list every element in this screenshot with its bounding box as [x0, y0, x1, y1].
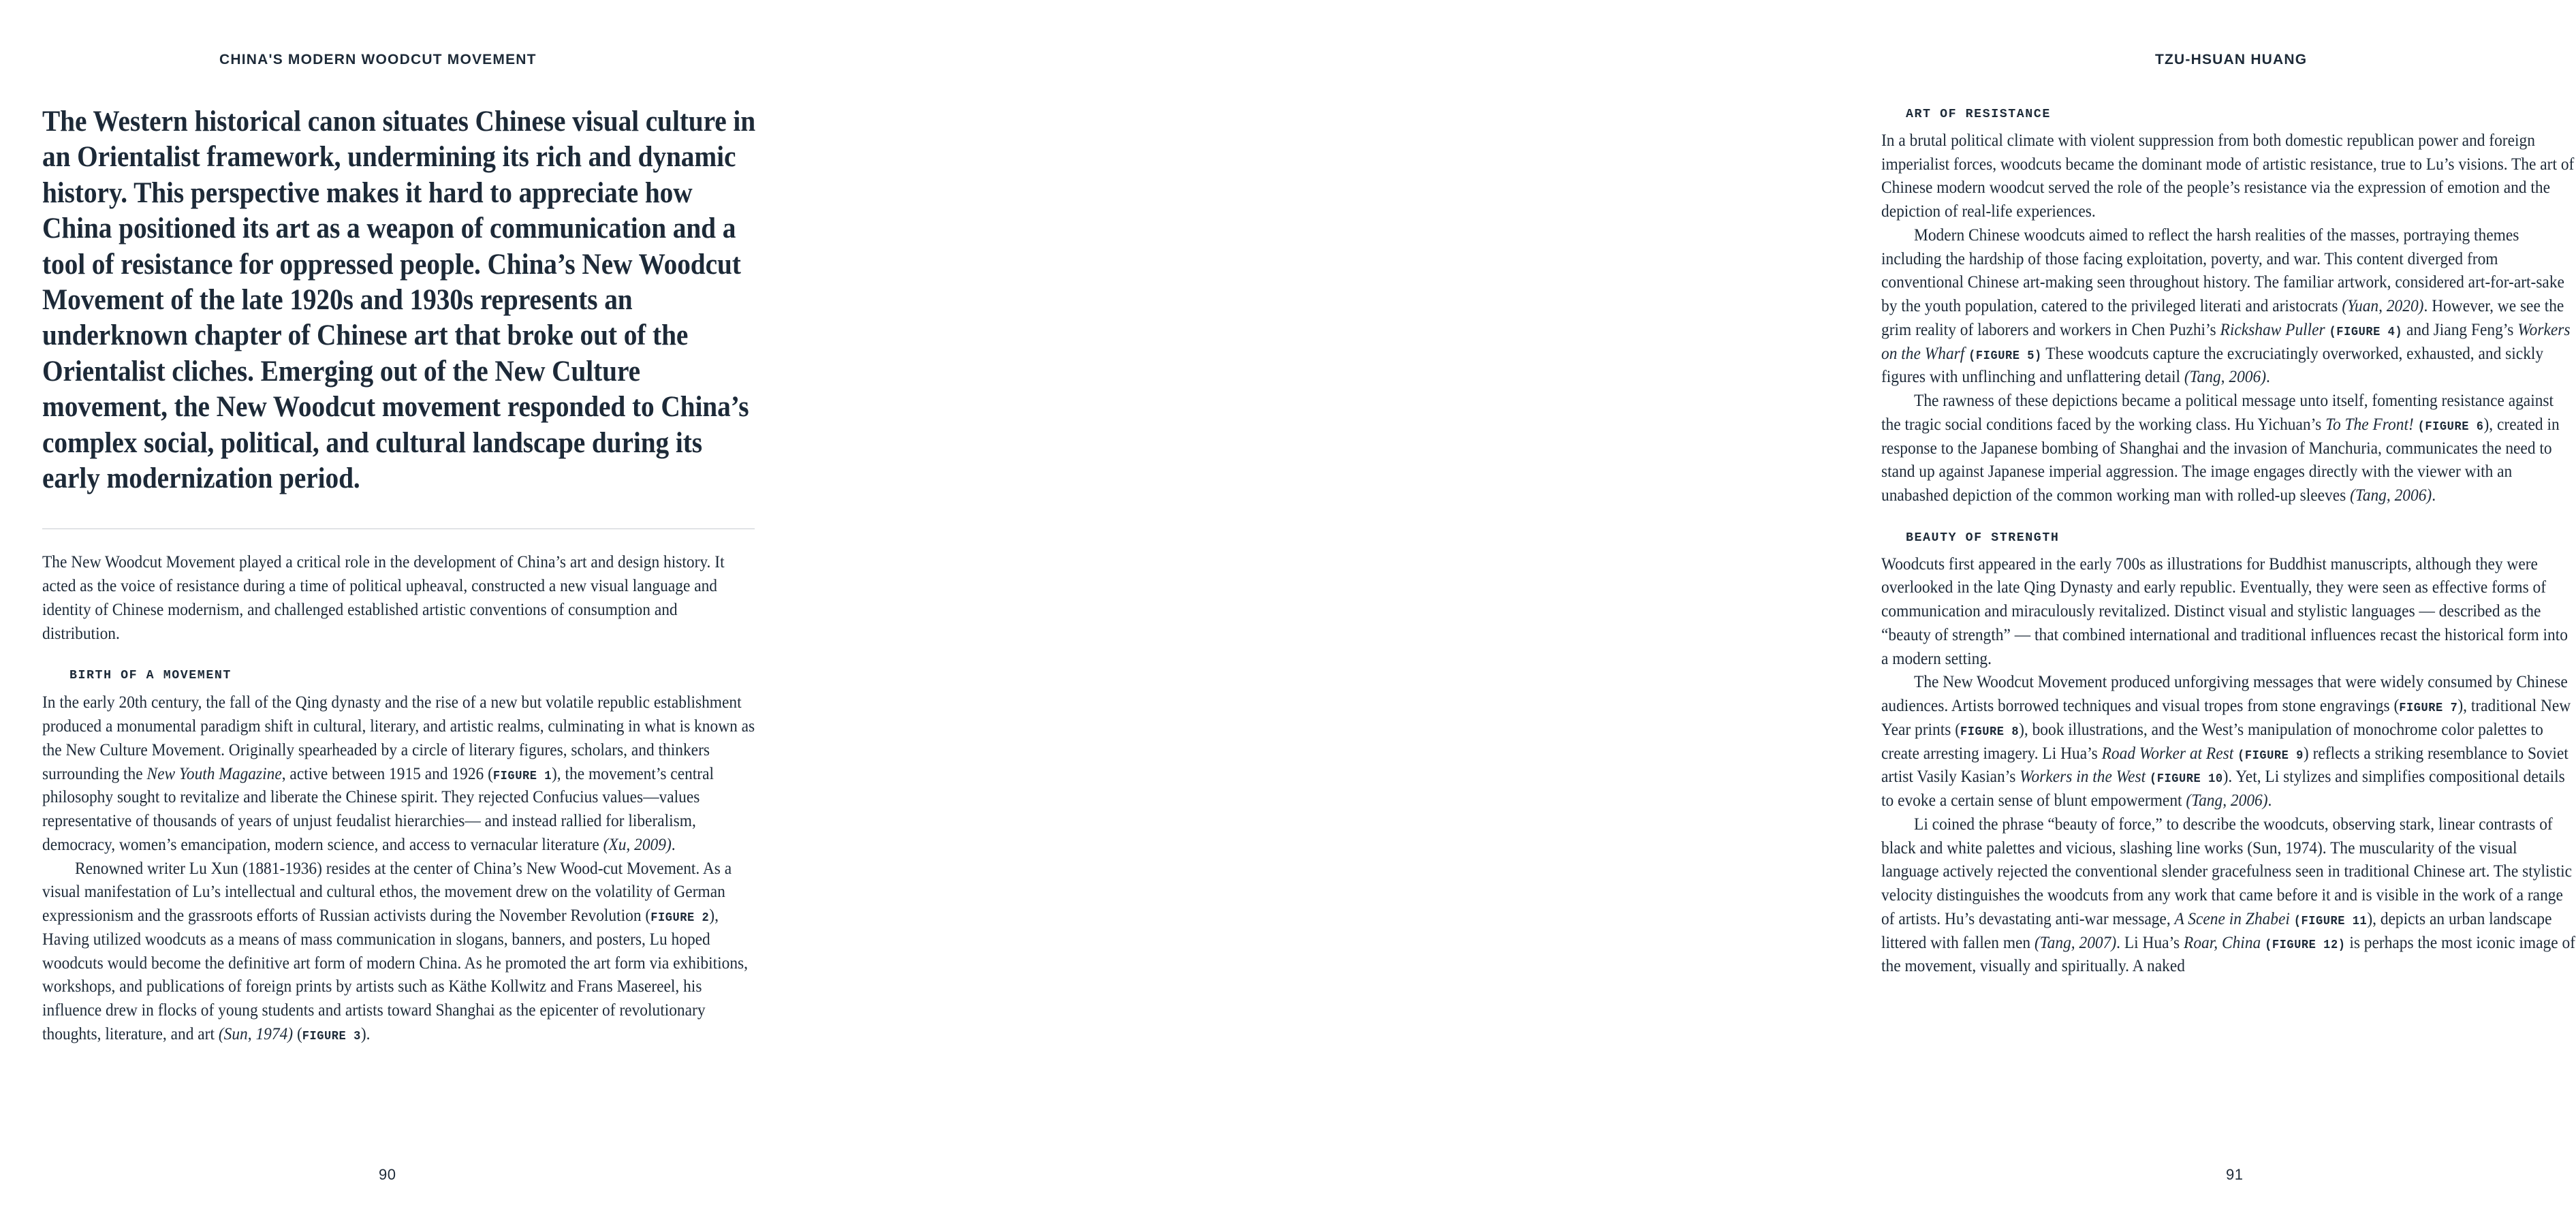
rp2-citation-tang-2006: (Tang, 2006) [2184, 366, 2266, 387]
rp5-text-f: . [2267, 790, 2272, 810]
figure-reference-3: FIGURE 3 [302, 1028, 361, 1043]
para2-citation-sun-1974: (Sun, 1974) [218, 1023, 294, 1043]
figure-reference-4: (FIGURE 4) [2329, 324, 2403, 339]
para2-text-b: ), Having utilized woodcuts as a means of mass communication in slogans, banners, and posters, Lu hoped woodcuts would become the definitive art form of modern China. As he promoted the art form via exhibitions, workshops, and publications of foreign prints by artists such as Käthe Kollwitz and Frans Masereel, his influence drew in flocks of young students and artists toward Shanghai as the epicenter of revolutionary thoughts, literature, and art [42, 905, 749, 1043]
rp3-text-c: . [2432, 485, 2436, 505]
figure-reference-11: (FIGURE 11 [2293, 913, 2368, 928]
section-heading-art-of-resistance: ART OF RESISTANCE [1906, 108, 2051, 121]
figure-reference-2: FIGURE 2 [650, 911, 710, 926]
section-heading-birth-of-a-movement: BIRTH OF A MOVEMENT [69, 669, 232, 683]
rp5-citation-tang-2006: (Tang, 2006) [2186, 790, 2268, 810]
rp5-italic-road-worker-at-rest: Road Worker at Rest [2101, 742, 2234, 763]
rp3-citation-tang-2006: (Tang, 2006) [2350, 485, 2432, 505]
para2-text-c: ( [293, 1023, 302, 1043]
rp6-citation-tang-2007: (Tang, 2007) [2035, 932, 2117, 952]
para1-citation-xu-2009: (Xu, 2009) [603, 834, 672, 854]
rp2-text-c: and Jiang Feng’s [2402, 319, 2518, 339]
figure-reference-9: (FIGURE 9 [2237, 748, 2304, 763]
figure-reference-8: FIGURE 8 [1960, 724, 2020, 739]
rp6-italic-roar-china: Roar, China [2184, 932, 2261, 952]
para1-text-c: ), the movement’s central philosophy sought to revitalize and liberate the Chinese spirit. They rejected Confucius values—values representative of thousands of years of unjust feudalist hierarchies— and instead rallied for liberalism, democracy, women’s emancipation, modern science, and access to vernacular literature [42, 763, 714, 854]
page-left [0, 0, 872, 1230]
rp2-text-a: Modern Chinese woodcuts aimed to reflect the harsh realities of the masses, portraying themes including the hardship of those facing exploitation, poverty, and war. This content diverged from conventional Chinese art-making seen throughout history. The familiar artwork, considered art-for-art-sake by the youth population, catered to the privileged literati and aristocrats [1881, 224, 2564, 316]
rp5-text-b: ), traditional New Year prints ( [1881, 695, 2571, 739]
rp5-text-c: ), book illustrations, and the West’s manipulation of monochrome color palettes to create arresting imagery. Li Hua’s [1881, 719, 2543, 763]
right-paragraph-2 [1881, 223, 2576, 389]
rp6-text-d: is perhaps the most iconic image of the movement, visually and spiritually. A naked [1881, 932, 2576, 976]
para1-text-b: , active between 1915 and 1926 ( [281, 763, 493, 783]
para1-italic-new-youth-magazine: New Youth Magazine [146, 763, 282, 783]
right-paragraph-6 [1881, 813, 2576, 978]
page-right [872, 0, 2576, 1230]
rp5-text-e: ). Yet, Li stylizes and simplifies compositional details to evoke a certain sense of blunt empowerment [1881, 766, 2565, 810]
rp2-citation-yuan-2020: (Yuan, 2020) [2342, 296, 2424, 316]
rp2-text-b: . However, we see the grim reality of laborers and workers in Chen Puzhi’s [1881, 296, 2564, 339]
right-body-text [1881, 106, 2576, 978]
body-paragraph-1 [42, 691, 757, 856]
rp5-text-a: The New Woodcut Movement produced unforgiving messages that were widely consumed by Chinese audiences. Artists borrowed techniques and visual tropes from stone engravings ( [1881, 672, 2568, 716]
lede-paragraph: The New Woodcut Movement played a critical role in the development of China’s art and design history. It acted as the voice of resistance during a time of political upheaval, constructed a new visual language and identity of Chinese modernism, and challenged established artistic conventions of consumption and distribution. [42, 552, 725, 643]
rp6-text-b: ), depicts an urban landscape littered with fallen men [1881, 908, 2552, 952]
folio-page-number-right: 91 [2226, 1166, 2244, 1183]
folio-page-number-left: 90 [379, 1166, 396, 1183]
section-heading-beauty-of-strength: BEAUTY OF STRENGTH [1906, 531, 2060, 545]
right-paragraph-3 [1881, 389, 2576, 507]
figure-reference-7: FIGURE 7 [2399, 701, 2458, 716]
left-body-text [42, 550, 757, 1045]
figure-reference-5: (FIGURE 5) [1968, 348, 2042, 363]
right-paragraph-4: Woodcuts first appeared in the early 700s as illustrations for Buddhist manuscripts, although they were overlooked in the late Qing Dynasty and early republic. Eventually, they were seen as effective forms of communication and miraculously revitalized. Distinct visual and stylistic languages — described as the “beauty of strength” — that combined international and traditional influences recast the historical form into a modern setting. [1881, 553, 2568, 668]
rp5-text-d: ) reflects a striking resemblance to Soviet artist Vasily Kasian’s [1881, 742, 2569, 787]
figure-reference-6: (FIGURE 6 [2417, 419, 2484, 434]
rp2-italic-rickshaw-puller: Rickshaw Puller [2220, 319, 2325, 339]
running-head-left: CHINA'S MODERN WOODCUT MOVEMENT [219, 52, 537, 67]
para2-text-a: Renowned writer Lu Xun (1881-1936) resides at the center of China’s New Wood-cut Movement. As a visual manifestation of Lu’s intellectual and cultural ethos, the movement drew on the volatility of German expressionism and the grassroots efforts of Russian activists during the November Revolution ( [42, 857, 732, 926]
body-paragraph-2 [42, 857, 757, 1046]
standfirst-paragraph: The Western historical canon situates Chinese visual culture in an Orientalist framework, undermining its rich and dynamic history. This perspective makes it hard to appreciate how China positioned its art as a weapon of communication and a tool of resistance for oppressed people. China’s New Woodcut Movement of the late 1920s and 1930s represents an underknown chapter of Chinese art that broke out of the Orientalist cliches. Emerging out of the New Culture movement, the New Woodcut movement responded to China’s complex social, political, and cultural landscape during its early modernization period. [42, 105, 756, 495]
rp6-text-c: . Li Hua’s [2116, 932, 2184, 952]
para1-text-d: . [671, 834, 676, 854]
rp3-italic-to-the-front: To The Front! [2325, 413, 2414, 434]
right-paragraph-1: In a brutal political climate with violent suppression from both domestic republican power and foreign imperialist forces, woodcuts became the dominant mode of artistic resistance, true to Lu’s visions. The art of Chinese modern woodcut served the role of the people’s resistance via the expression of emotion and the depiction of real-life experiences. [1881, 129, 2575, 221]
rp6-italic-a-scene-in-zhabei: A Scene in Zhabei [2174, 908, 2290, 928]
running-head-right: TZU-HSUAN HUANG [2155, 52, 2308, 67]
figure-reference-1: FIGURE 1 [492, 768, 552, 783]
rp3-text-a: The rawness of these depictions became a political message unto itself, fomenting resistance against the tragic social conditions faced by the working class. Hu Yichuan’s [1881, 390, 2554, 434]
right-paragraph-5 [1881, 670, 2576, 813]
right-column [1881, 106, 2576, 978]
left-column [42, 104, 757, 1046]
rp2-italic-workers-on-the-wharf: Workers on the Wharf [1881, 319, 2571, 363]
rp2-text-e: . [2265, 366, 2270, 387]
rp6-text-a: Li coined the phrase “beauty of force,” to describe the woodcuts, observing stark, linear contrasts of black and white palettes and vicious, slashing line works (Sun, 1974). The muscularity of the visual language actively rejected the conventional slender gracefulness seen in traditional Chinese art. The stylistic velocity distinguishes the woodcuts from any work that came before it and is visible in the work of a range of artists. Hu’s devastating anti-war message, [1881, 813, 2573, 928]
rp5-italic-workers-in-the-west: Workers in the West [2020, 766, 2146, 787]
para1-text-a: In the early 20th century, the fall of the Qing dynasty and the rise of a new but volatile republic establishment produced a monumental paradigm shift in cultural, literary, and artistic realms, culminating in what is known as the New Culture Movement. Originally spearheaded by a circle of literary figures, scholars, and thinkers surrounding the [42, 692, 755, 783]
figure-reference-10: (FIGURE 10 [2149, 772, 2223, 787]
rp2-text-d: These woodcuts capture the excruciatingly overworked, exhausted, and sickly figures with unflinching and unflattering detail [1881, 343, 2544, 387]
figure-reference-12: (FIGURE 12) [2265, 937, 2346, 952]
rp3-text-b: ), created in response to the Japanese bombing of Shanghai and the invasion of Manchuria, communicates the need to stand up against Japanese imperial aggression. The image engages directly with the viewer with an unabashed depiction of the common working man with rolled-up sleeves [1881, 413, 2560, 505]
para2-text-d: ). [360, 1023, 371, 1043]
